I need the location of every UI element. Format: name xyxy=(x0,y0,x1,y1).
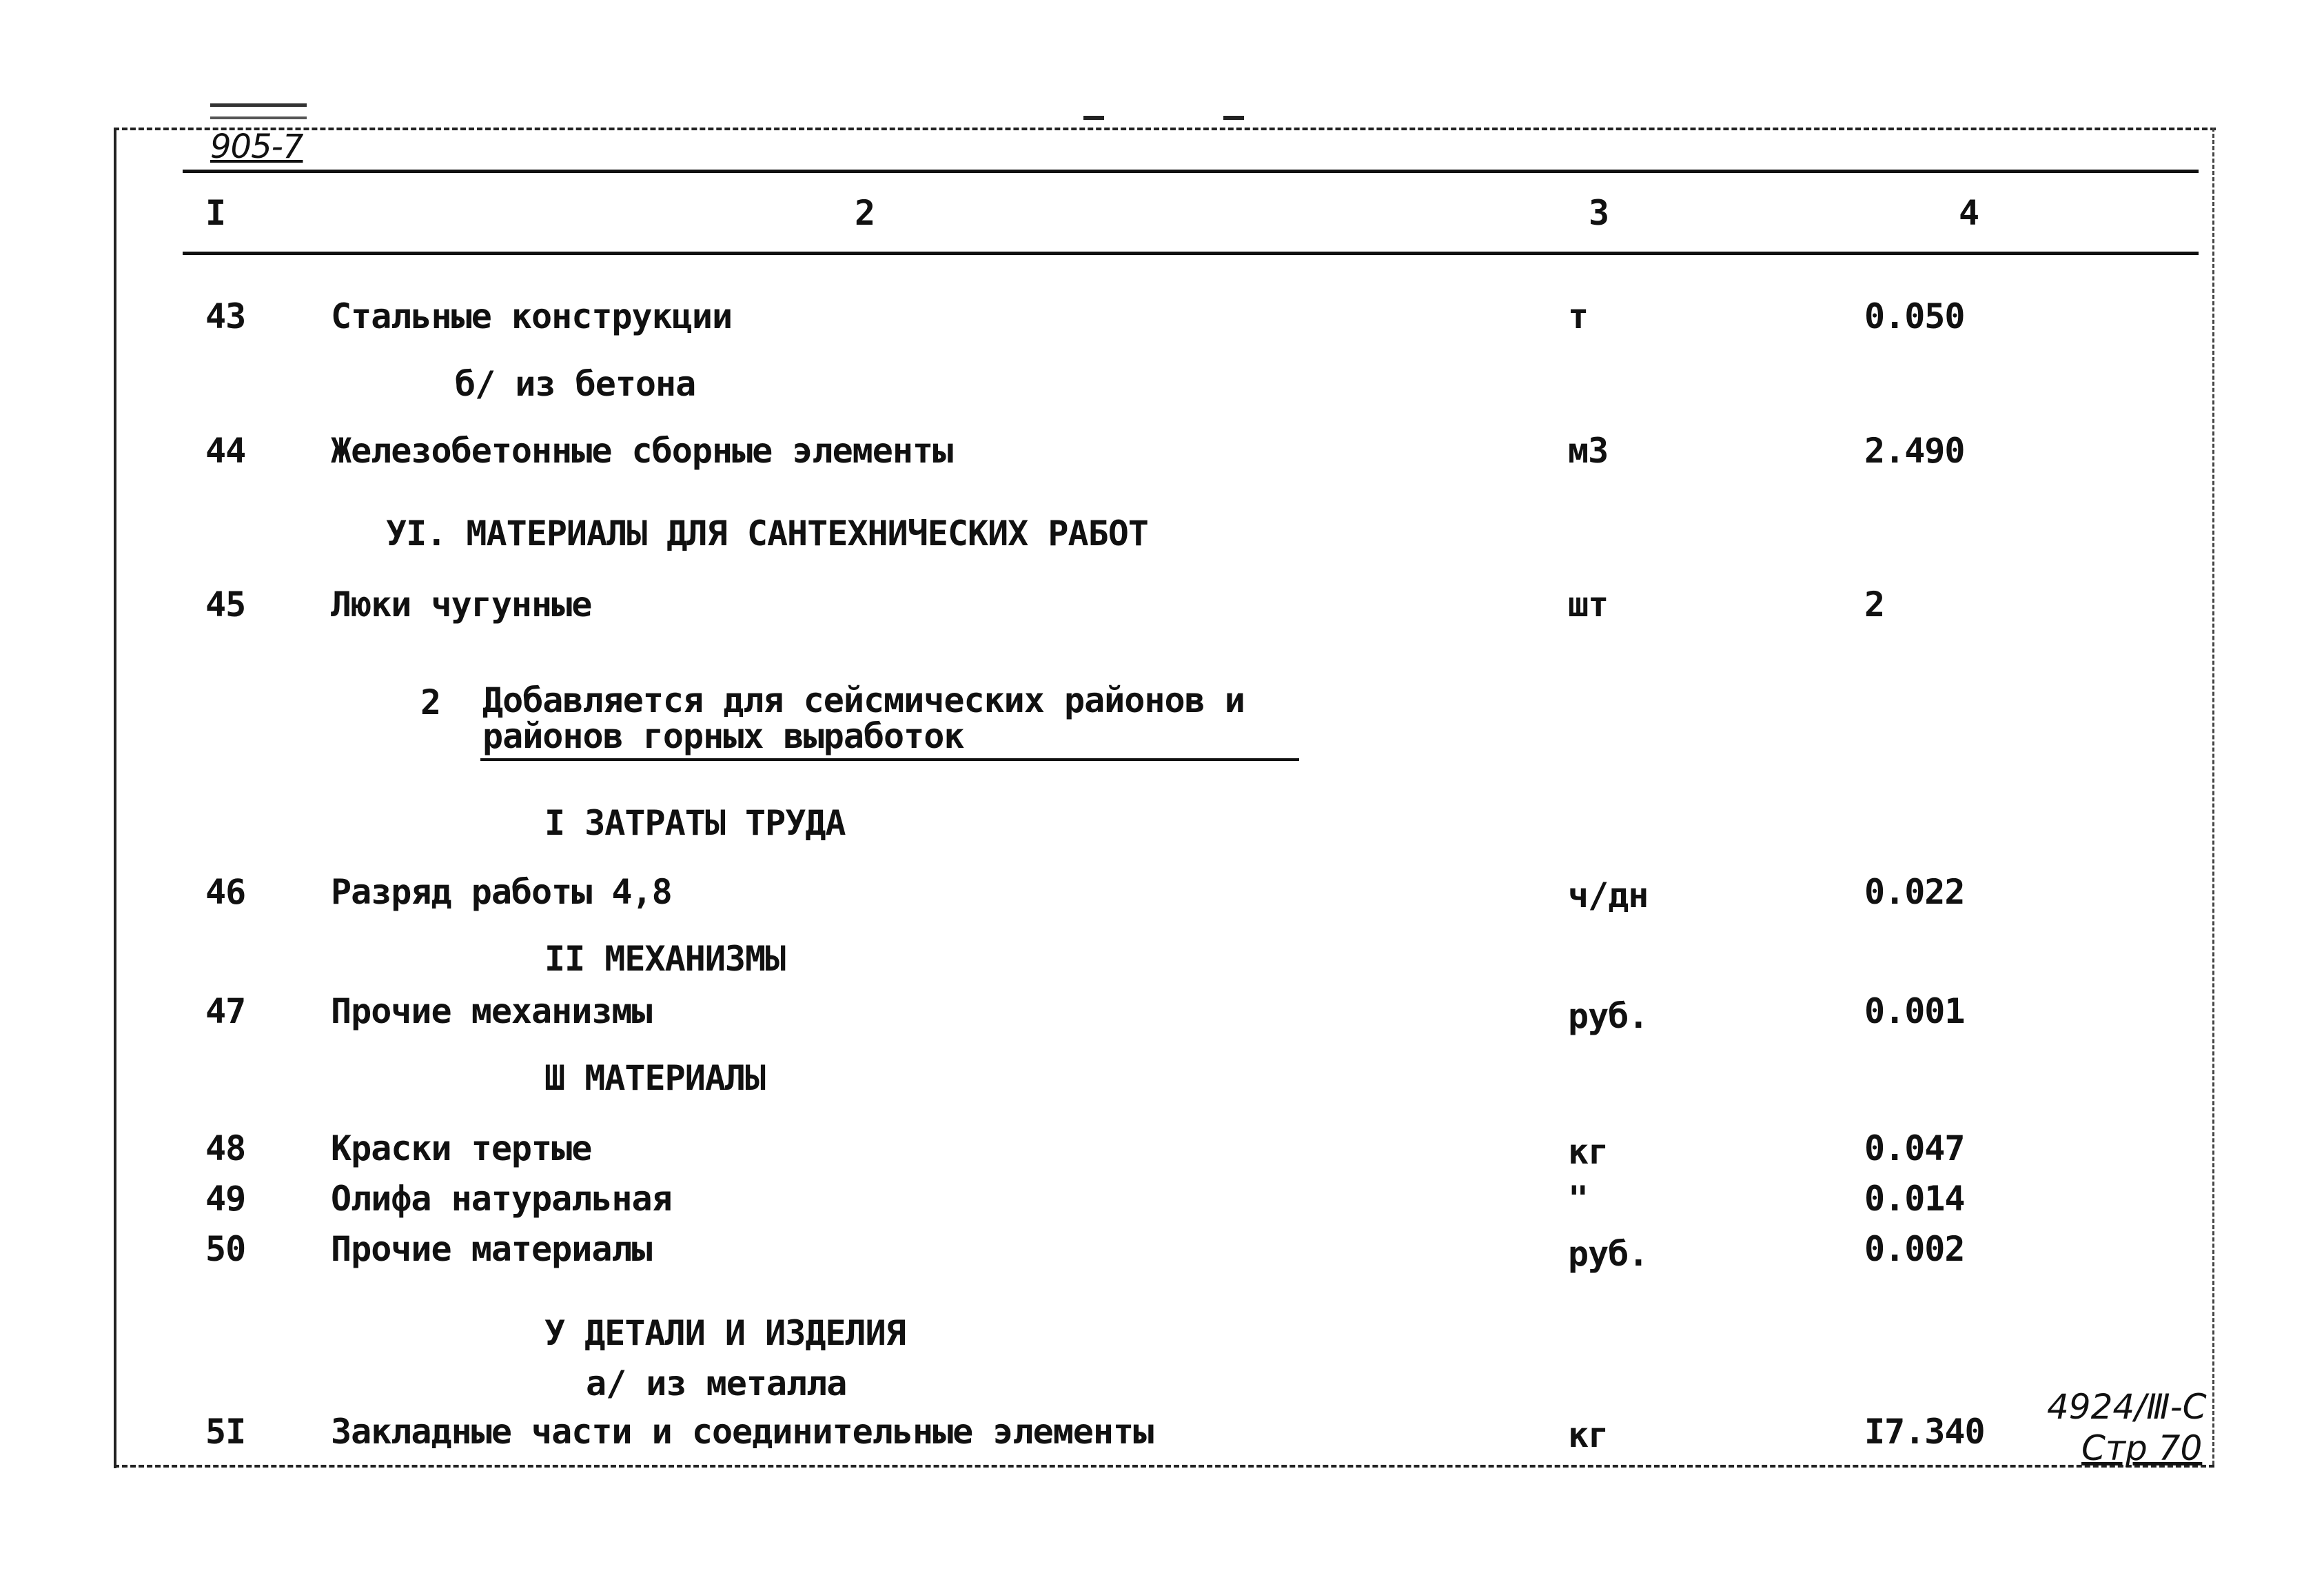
section-heading-labor: I ЗАТРАТЫ ТРУДА xyxy=(544,803,846,843)
row-quantity: 0.014 xyxy=(1864,1179,1965,1219)
row-name: Разряд работы 4,8 xyxy=(331,872,672,912)
frame-left-border xyxy=(114,128,116,1468)
frame-bottom-border xyxy=(114,1465,2214,1468)
row-quantity: 0.047 xyxy=(1864,1128,1965,1168)
row-quantity: 0.001 xyxy=(1864,991,1965,1031)
row-unit: кг xyxy=(1568,1132,1609,1172)
subsection-concrete: б/ из бетона xyxy=(455,364,696,404)
note-line-2: районов горных выработок xyxy=(482,716,964,756)
row-number: 48 xyxy=(205,1128,246,1168)
column-header-3: 3 xyxy=(1589,193,1610,233)
note-number: 2 xyxy=(420,682,441,722)
row-unit: т xyxy=(1568,296,1589,336)
sheet-stamp-page: Стр 70 xyxy=(2081,1428,2203,1468)
section-heading-plumbing: УI. МАТЕРИАЛЫ ДЛЯ САНТЕХНИЧЕСКИХ РАБОТ xyxy=(386,514,1148,554)
row-unit: шт xyxy=(1568,585,1609,625)
row-quantity: 2 xyxy=(1864,585,1885,625)
row-name: Прочие механизмы xyxy=(331,991,652,1031)
header-bottom-rule xyxy=(183,252,2199,255)
row-unit: м3 xyxy=(1568,431,1609,471)
row-number: 5I xyxy=(205,1412,246,1452)
row-unit: руб. xyxy=(1568,996,1649,1036)
note-underline xyxy=(480,758,1299,761)
row-unit: ч/дн xyxy=(1568,875,1649,915)
row-quantity: 0.002 xyxy=(1864,1229,1965,1269)
row-quantity: I7.340 xyxy=(1864,1412,1985,1452)
section-heading-materials: Ш МАТЕРИАЛЫ xyxy=(544,1058,766,1098)
note-line-1: Добавляется для сейсмических районов и xyxy=(482,680,1245,720)
top-mark xyxy=(1223,116,1244,120)
row-unit: " xyxy=(1568,1179,1589,1219)
row-name: Закладные части и соединительные элементы xyxy=(331,1412,1154,1452)
frame-right-border xyxy=(2212,128,2214,1465)
row-unit: руб. xyxy=(1568,1234,1649,1274)
row-name: Люки чугунные xyxy=(331,585,592,625)
row-name: Стальные конструкции xyxy=(331,296,733,336)
row-quantity: 0.050 xyxy=(1864,296,1965,336)
column-header-2: 2 xyxy=(855,193,876,233)
note-text xyxy=(482,682,1245,754)
row-number: 43 xyxy=(205,296,246,336)
section-heading-machinery: II МЕХАНИЗМЫ xyxy=(544,939,786,979)
column-header-4: 4 xyxy=(1959,193,1980,233)
row-name: Железобетонные сборные элементы xyxy=(331,431,953,471)
subsection-metal: а/ из металла xyxy=(586,1363,847,1403)
row-number: 46 xyxy=(205,872,246,912)
row-number: 50 xyxy=(205,1229,246,1269)
section-heading-parts: У ДЕТАЛИ И ИЗДЕЛИЯ xyxy=(544,1313,906,1353)
row-name: Олифа натуральная xyxy=(331,1179,672,1219)
column-header-1: I xyxy=(205,193,227,233)
sheet-stamp-code: 4924/Ⅲ-С xyxy=(2047,1387,2207,1427)
row-number: 47 xyxy=(205,991,246,1031)
row-unit: кг xyxy=(1568,1415,1609,1455)
row-number: 44 xyxy=(205,431,246,471)
document-code: 905-7 xyxy=(210,128,303,166)
row-quantity: 2.490 xyxy=(1864,431,1965,471)
top-mark xyxy=(1083,116,1104,120)
header-top-rule xyxy=(183,170,2199,173)
row-name: Краски тертые xyxy=(331,1128,592,1168)
row-name: Прочие материалы xyxy=(331,1229,652,1269)
row-number: 49 xyxy=(205,1179,246,1219)
row-quantity: 0.022 xyxy=(1864,872,1965,912)
row-number: 45 xyxy=(205,585,246,625)
doc-code-overstrike xyxy=(210,103,307,119)
frame-top-border xyxy=(114,128,2216,130)
